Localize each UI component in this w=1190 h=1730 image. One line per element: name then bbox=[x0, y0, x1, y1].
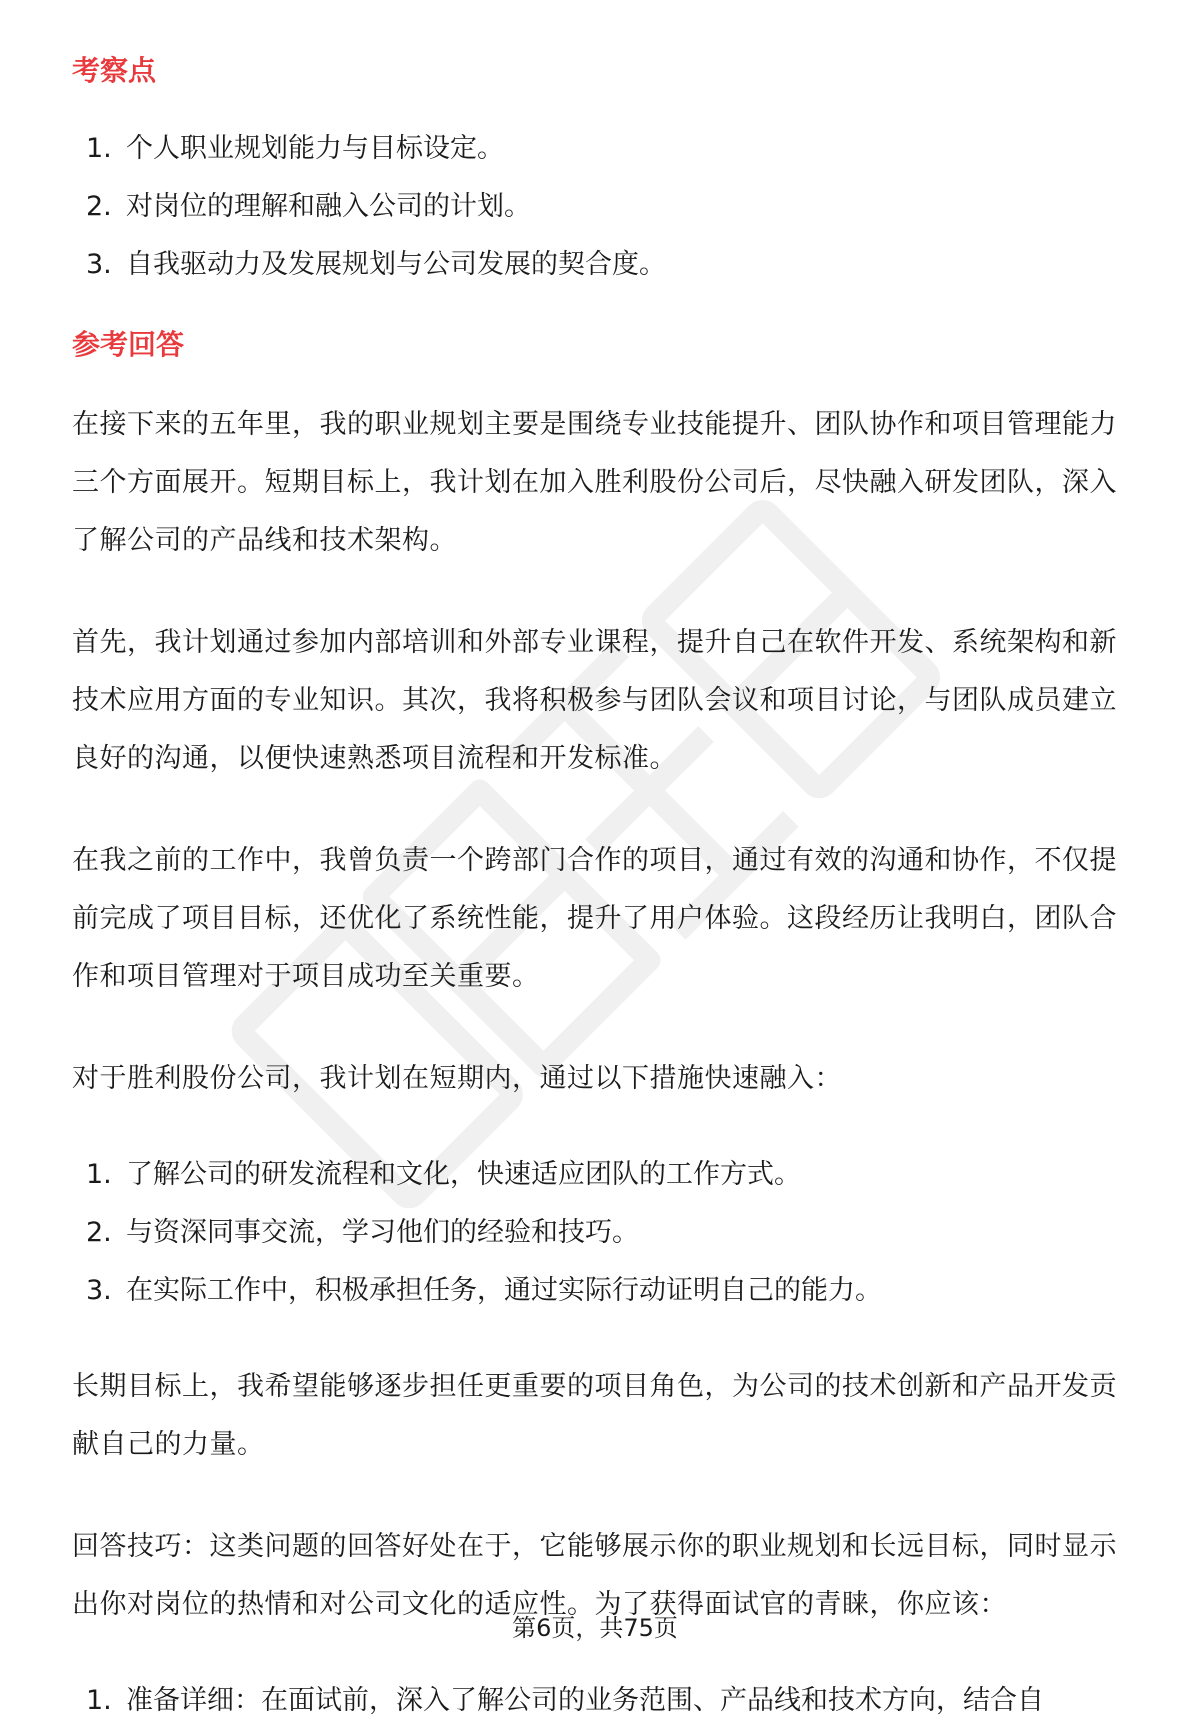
list-item: 3. 自我驱动力及发展规划与公司发展的契合度。 bbox=[86, 249, 666, 280]
list-item: 2. 与资深同事交流，学习他们的经验和技巧。 bbox=[86, 1217, 639, 1248]
measures-list bbox=[72, 1146, 1122, 1320]
long-term-paragraph: 长期目标上，我希望能够逐步担任更重要的项目角色，为公司的技术创新和产品开发贡献自己的力量。 bbox=[72, 1371, 1117, 1460]
tips-list bbox=[72, 1672, 1122, 1730]
tips-paragraph: 回答技巧：这类问题的回答好处在于，它能够展示你的职业规划和长远目标，同时显示出你对岗位的热情和对公司文化的适应性。为了获得面试官的青睐，你应该： bbox=[72, 1531, 1117, 1620]
answer-paragraph: 在接下来的五年里，我的职业规划主要是围绕专业技能提升、团队协作和项目管理能力三个方面展开。短期目标上，我计划在加入胜利股份公司后，尽快融入研发团队，深入了解公司的产品线和技术架构。 bbox=[72, 409, 1117, 556]
focus-heading: 考察点 bbox=[72, 54, 157, 87]
answer-paragraph: 在我之前的工作中，我曾负责一个跨部门合作的项目，通过有效的沟通和协作，不仅提前完成了项目目标，还优化了系统性能，提升了用户体验。这段经历让我明白，团队合作和项目管理对于项目成功至关重要。 bbox=[72, 845, 1117, 992]
focus-list bbox=[72, 120, 1122, 294]
answer-paragraph: 对于胜利股份公司，我计划在短期内，通过以下措施快速融入： bbox=[72, 1063, 842, 1094]
answer-paragraph: 首先，我计划通过参加内部培训和外部专业课程，提升自己在软件开发、系统架构和新技术应用方面的专业知识。其次，我将积极参与团队会议和项目讨论，与团队成员建立良好的沟通，以便快速熟悉项目流程和开发标准。 bbox=[72, 627, 1117, 774]
list-item: 1. 个人职业规划能力与目标设定。 bbox=[86, 133, 504, 164]
list-item: 1. 准备详细：在面试前，深入了解公司的业务范围、产品线和技术方向，结合自 bbox=[86, 1685, 1044, 1716]
list-item: 2. 对岗位的理解和融入公司的计划。 bbox=[86, 191, 531, 222]
list-item: 3. 在实际工作中，积极承担任务，通过实际行动证明自己的能力。 bbox=[86, 1275, 882, 1306]
list-item: 1. 了解公司的研发流程和文化，快速适应团队的工作方式。 bbox=[86, 1159, 801, 1190]
main-content bbox=[72, 48, 1122, 1730]
answer-heading: 参考回答 bbox=[72, 328, 185, 361]
page-number: 第6页，共75页 bbox=[512, 1614, 678, 1642]
